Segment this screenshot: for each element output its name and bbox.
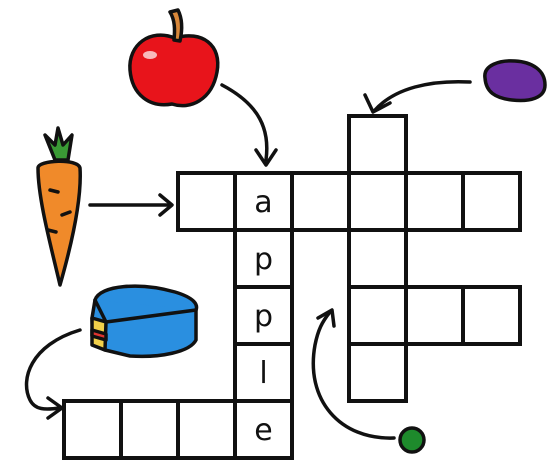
green-dot-icon [400, 428, 424, 452]
arrow-purple [375, 82, 470, 110]
crossword-cell-across2-3[interactable] [178, 401, 235, 458]
crossword-cell-across3-3[interactable] [463, 287, 520, 344]
crossword-cell-across1-4[interactable] [349, 173, 406, 230]
cheese-icon [92, 286, 197, 356]
crossword-cell-down2-1[interactable] [349, 116, 406, 173]
crossword-letter-3: p [253, 299, 274, 334]
crossword-letter-1: a [254, 185, 273, 220]
crossword-cell-across1-1[interactable] [178, 173, 235, 230]
crossword-cell-down2-3[interactable] [349, 230, 406, 287]
crossword-cell-across2-1[interactable] [64, 401, 121, 458]
crossword-cell-down2-4[interactable] [349, 287, 406, 344]
crossword-cell-across1-6[interactable] [463, 173, 520, 230]
crossword-cell-across1-3[interactable] [292, 173, 349, 230]
crossword-cell-across1-5[interactable] [406, 173, 463, 230]
arrow-cheese [27, 330, 80, 409]
carrot-icon [38, 128, 80, 285]
crossword-letter-4: l [259, 356, 268, 391]
crossword-letter-5: e [254, 413, 273, 448]
arrow-apple [222, 85, 267, 160]
crossword-letter-2: p [253, 242, 274, 277]
crossword-cell-across2-2[interactable] [121, 401, 178, 458]
crossword-cell-across3-2[interactable] [406, 287, 463, 344]
apple-icon [130, 10, 218, 106]
crossword-cell-down2-5[interactable] [349, 344, 406, 401]
purple-blob-icon [485, 61, 545, 101]
